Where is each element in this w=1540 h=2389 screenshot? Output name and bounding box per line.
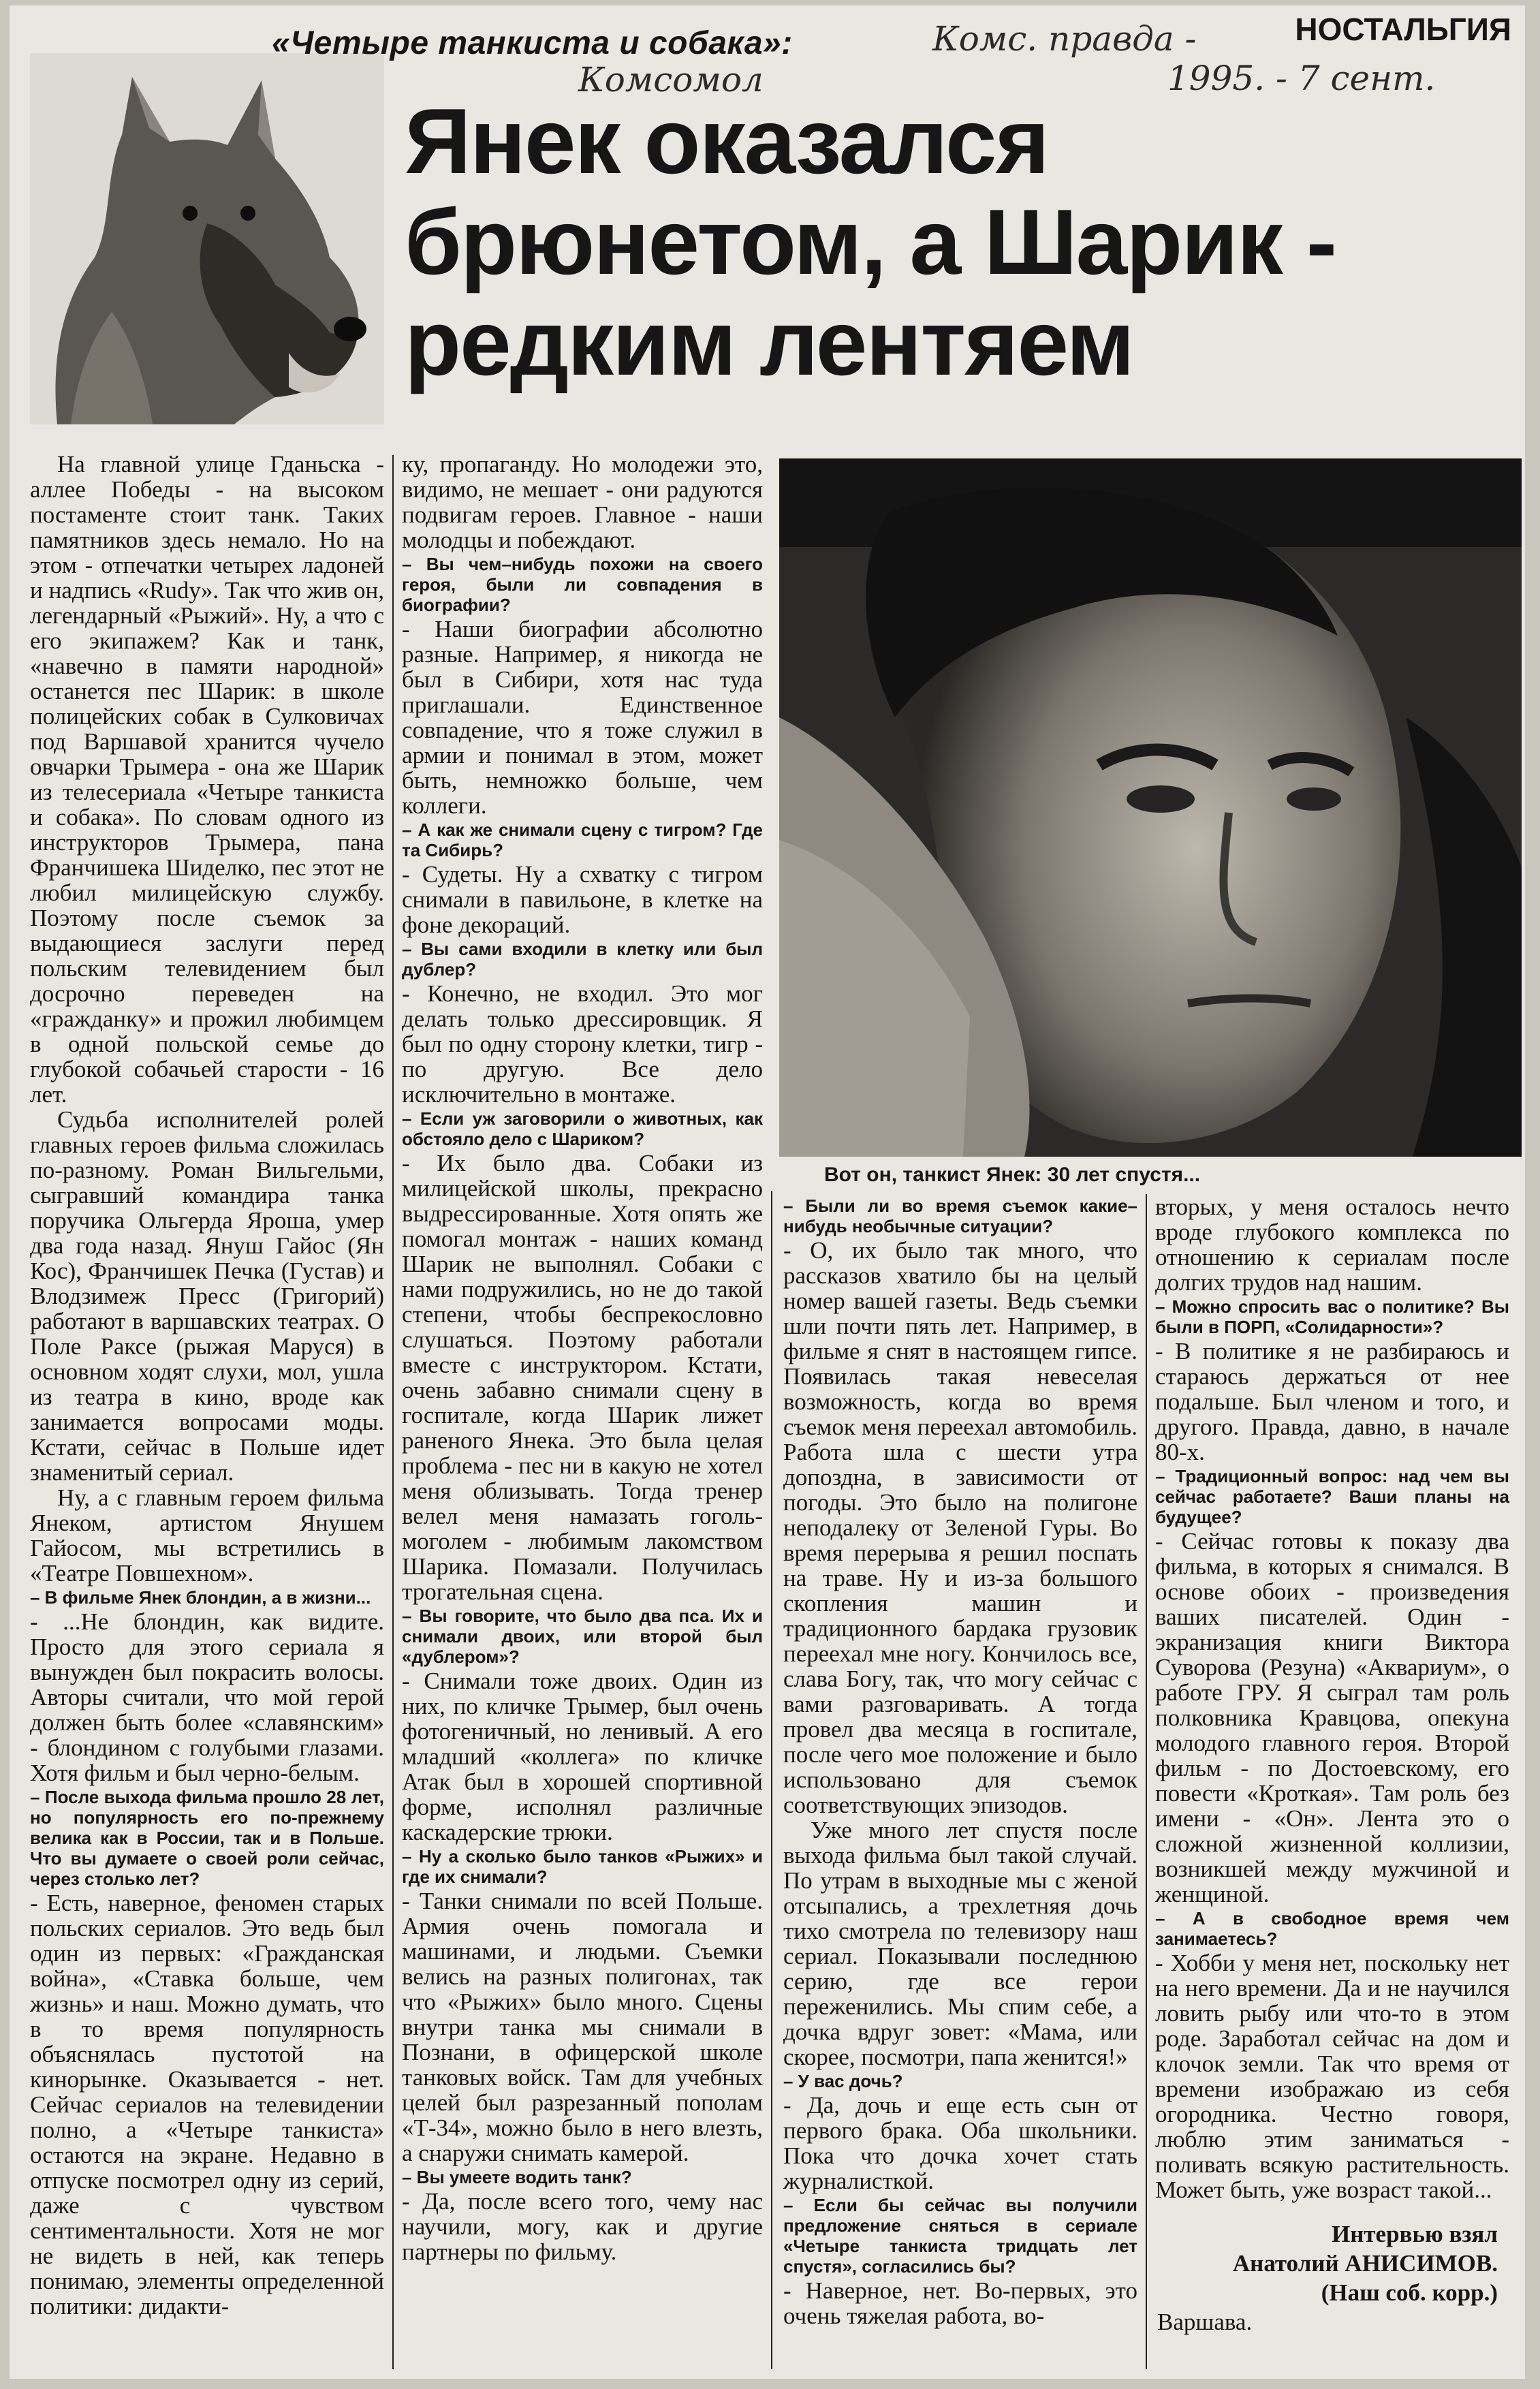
credit-author: Анатолий АНИСИМОВ. — [1232, 2250, 1498, 2277]
author-credit — [1157, 2219, 1498, 2337]
interview-question: – А в свободное время чем занимаетесь? — [1155, 1908, 1509, 1949]
interview-answer: - В политике я не разбираюсь и стараюсь держаться от нее подальше. Был членом и того, и другого. Правда, давно, в начале 80-х. — [1155, 1338, 1509, 1465]
interview-answer: - Сейчас готовы к показу два фильма, в которых я снимался. В основе обоих - произведения ваших писателей. Один - экранизация книги Виктора Суворова (Резуна) «Аквариум», о работе ГРУ. Я сыграл там роль полковника Кравцова, опекуна молодого главного героя. Второй фильм - по Достоевскому, его повести «Кроткая». Там роль без имени - «Он». Лента это о сложной жизненной коллизии, возникшей между мужчиной и женщиной. — [1155, 1528, 1509, 1907]
portrait-photo — [779, 458, 1522, 1157]
interview-question: – После выхода фильма прошло 28 лет, но популярность его по-прежнему велика как в России, так и в Польше. Что вы думаете о своей роли сейчас, через столько лет? — [30, 1787, 384, 1889]
interview-answer: - Есть, наверное, феномен старых польских сериалов. Это ведь был один из первых: «Гражданская война», «Ставка больше, чем жизнь» и наш. Можно думать, что в то время популярность объяснялась пустотой на кинорынке. Оказывается - нет. Сейчас сериалов на телевидении полно, а «Четыре танкиста» остаются на экране. Недавно в отпуске посмотрел одну из серий, даже с чувством сентиментальности. Хотя не мог не видеть в ней, как теперь понимаю, элементы определенной политики: дидакти- — [30, 1890, 384, 2320]
interview-answer: - Танки снимали по всей Польше. Армия очень помогала и машинами, и людьми. Съемки велись на разных полигонах, так что «Рыжих» было много. Сцены внутри танка мы снимали в Познани, в офицерской школе танковых войск. Там для учебных целей был разрезанный пополам «Т-34», можно было в него влезть, а снаружи снимать камерой. — [402, 1888, 763, 2166]
photo-caption: Вот он, танкист Янек: 30 лет спустя... — [824, 1164, 1201, 1186]
interview-question: – Ну а сколько было танков «Рыжих» и где их снимали? — [402, 1846, 763, 1887]
headline-line: Янек оказался — [405, 89, 1048, 193]
interview-answer: вторых, у меня осталось нечто вроде глубокого комплекса по отношению к сериалам после долгих трудов над нашим. — [1155, 1193, 1509, 1296]
article-column-3 — [783, 1194, 1137, 2328]
article-paragraph: Судьба исполнителей ролей главных героев фильма сложилась по-разному. Роман Вильгельми, сыгравший командира танка поручика Ольгерда Яроша, умер два года назад. Януш Гайос (Ян Кос), Франчишек Печка (Густав) и Влодзимеж Пресс (Григорий) работают в варшавских театрах. О Поле Раксе (рыжая Маруся) в основном ходят слухи, мол, ушла из театра в кино, вроде как занимается вопросами моды. Кстати, сейчас в Польше идет знаменитый сериал. — [30, 1106, 384, 1486]
interview-question: – Вы говорите, что было два пса. Их и снимали двоих, или второй был «дублером»? — [402, 1606, 763, 1667]
handwritten-source-note: Комс. правда - — [932, 19, 1197, 59]
article-paragraph: Уже много лет спустя после выхода фильма был такой случай. По утрам в выходные мы с женой отсыпались, а трехлетняя дочь тихо смотрела по телевизору наш сериал. Показывали последнюю серию, где все герои переженились. Мы спим себе, а дочка вдруг зовет: «Мама, или скорее, посмотри, папа женится!» — [783, 1817, 1137, 2070]
interview-answer: - Снимали тоже двоих. Один из них, по кличке Трымер, был очень фотогеничный, но ленивый. А его младший «коллега» по кличке Атак был в хорошей спортивной форме, исполнял различные каскадерские трюки. — [402, 1668, 763, 1845]
interview-answer: - Конечно, не входил. Это мог делать только дрессировщик. Я был по одну сторону клетки, тигр - по другую. Все дело исключительно в монтаже. — [402, 980, 763, 1108]
article-column-1 — [30, 452, 384, 2319]
headline-line: брюнетом, а Шарик - — [405, 190, 1336, 294]
credit-line: Интервью взял — [1331, 2221, 1498, 2247]
interview-answer: - Их было два. Собаки из милицейской школы, прекрасно выдрессированные. Хотя опять же помогал монтаж - наших команд Шарик не выполнял. Собаки с нами подружились, но не до такой степени, чтобы беспрекословно слушаться. Поэтому работали вместе с инструктором. Кстати, очень забавно снимали сцену в госпитале, когда Шарик лижет раненого Янека. Это была целая проблема - пес ни в какую не хотел меня облизывать. Тогда тренер велел меня намазать гоголь-моголем - любимым лакомством Шарика. Помазали. Получилась трогательная сцена. — [402, 1150, 763, 1605]
interview-answer: - Наверное, нет. Во-первых, это очень тяжелая работа, во- — [783, 2277, 1137, 2329]
interview-question: – Можно спросить вас о политике? Вы были в ПОРП, «Солидарности»? — [1155, 1296, 1509, 1337]
newspaper-page — [10, 5, 1525, 2379]
interview-answer: - О, их было так много, что рассказов хватило бы на целый номер вашей газеты. Ведь съемки шли почти пять лет. Например, в фильме я снят в настоящем гипсе. Появилась такая невеселая возможность, когда во время съемок меня переехал автомобиль. Работа шла с шести утра допоздна, в зависимости от погоды. Это было на полигоне неподалеку от Зеленой Гуры. Во время перерыва я решил поспать на траве. Ну и из-за большого скопления машин и традиционного бардака грузовик переехал мне ногу. Кончилось все, слава Богу, так, что могу сейчас с вами разговаривать. А тогда провел два месяца в госпитале, после чего мое положение и было использовано для съемок соответствующих эпизодов. — [783, 1237, 1137, 1818]
dog-illustration — [30, 53, 384, 424]
interview-question: – У вас дочь? — [783, 2071, 903, 2091]
credit-line: (Наш соб. корр.) — [1321, 2279, 1498, 2306]
headline — [405, 89, 1336, 394]
interview-answer: - Наши биографии абсолютно разные. Например, я никогда не был в Сибири, хотя нас туда приглашали. Единственное совпадение, что я тоже служил в армии и понимал в этом, может быть, немножко больше, чем коллеги. — [402, 616, 763, 819]
interview-question: – Традиционный вопрос: над чем вы сейчас работаете? Ваши планы на будущее? — [1155, 1466, 1509, 1527]
interview-question: – Вы чем–нибудь похожи на своего героя, были ли совпадения в биографии? — [402, 554, 763, 615]
column-divider — [771, 1191, 772, 2369]
interview-question: – Вы сами входили в клетку или был дублер? — [402, 939, 763, 980]
interview-answer: - Судеты. Ну а схватку с тигром снимали в павильоне, в клетке на фоне декораций. — [402, 861, 763, 938]
section-rubric: НОСТАЛЬГИЯ — [1295, 12, 1511, 47]
interview-answer: - Да, дочь и еще есть сын от первого брака. Оба школьники. Пока что дочка хочет стать журналисткой. — [783, 2092, 1137, 2194]
interview-question: – В фильме Янек блондин, а в жизни... — [30, 1587, 371, 1608]
interview-answer: - Да, после всего того, чему нас научили, могу, как и другие партнеры по фильму. — [402, 2188, 763, 2265]
article-paragraph: Ну, а с главным героем фильма Янеком, артистом Янушем Гайосом, мы встретились в «Театре Повшехном». — [30, 1484, 384, 1587]
handwritten-date-note: 1995. - 7 сент. — [1167, 59, 1436, 98]
article-column-2 — [402, 452, 763, 2264]
handwritten-name-note: Комсомол — [578, 60, 764, 99]
kicker: «Четыре танкиста и собака»: — [272, 25, 793, 61]
interview-question: – Вы умеете водить танк? — [402, 2167, 632, 2187]
column-divider — [392, 455, 394, 2369]
headline-line: редким лентяем — [405, 291, 1133, 394]
interview-answer: ку, пропаганду. Но молодежи это, видимо, не мешает - они радуются подвигам героев. Главное - наши молодцы и побеждают. — [402, 451, 763, 553]
interview-question: – Если уж заговорили о животных, как обстояло дело с Шариком? — [402, 1108, 763, 1149]
interview-question: – А как же снимали сцену с тигром? Где та Сибирь? — [402, 819, 763, 860]
column-divider — [1146, 1194, 1147, 2369]
credit-city: Варшава. — [1157, 2309, 1253, 2335]
article-column-4 — [1155, 1194, 1509, 2202]
interview-answer: - ...Не блондин, как видите. Просто для этого сериала я вынужден был покрасить волосы. Авторы считали, что мой герой должен быть более «славянским» - блондином с голубыми глазами. Хотя фильм и был черно-белым. — [30, 1608, 384, 1786]
article-paragraph: На главной улице Гданьска - аллее Победы - на высоком постаменте стоит танк. Таких памятников здесь немало. Но на этом - отпечатки четырех ладоней и надпись «Rudy». Так что жив он, легендарный «Рыжий». Ну, а что с его экипажем? Как и танк, «навечно в памяти народной» останется пес Шарик: в школе полицейских собак в Сулковичах под Варшавой хранится чучело овчарки Трымера - она же Шарик из телесериала «Четыре танкиста и собака». По словам одного из инструкторов Трымера, пана Франчишека Шиделко, пес этот не любил милицейскую службу. Поэтому после съемок за выдающиеся заслуги перед польским телевидением был досрочно переведен на «гражданку» и прожил любимцем в одной польской семье до глубокой собачьей старости - 16 лет. — [30, 451, 384, 1108]
interview-question: – Если бы сейчас вы получили предложение сняться в сериале «Четыре танкиста тридцать лет спустя», согласились бы? — [783, 2195, 1137, 2277]
interview-question: – Были ли во время съемок какие–нибудь необычные ситуации? — [783, 1196, 1137, 1236]
interview-answer: - Хобби у меня нет, поскольку нет на него времени. Да и не научился ловить рыбу или что-то в этом роде. Заработал сейчас на дом и клочок земли. Так что время от времени изображаю из себя огородника. Честно говоря, люблю этим заниматься - поливать всякую растительность. Может быть, уже возраст такой... — [1155, 1950, 1509, 2203]
